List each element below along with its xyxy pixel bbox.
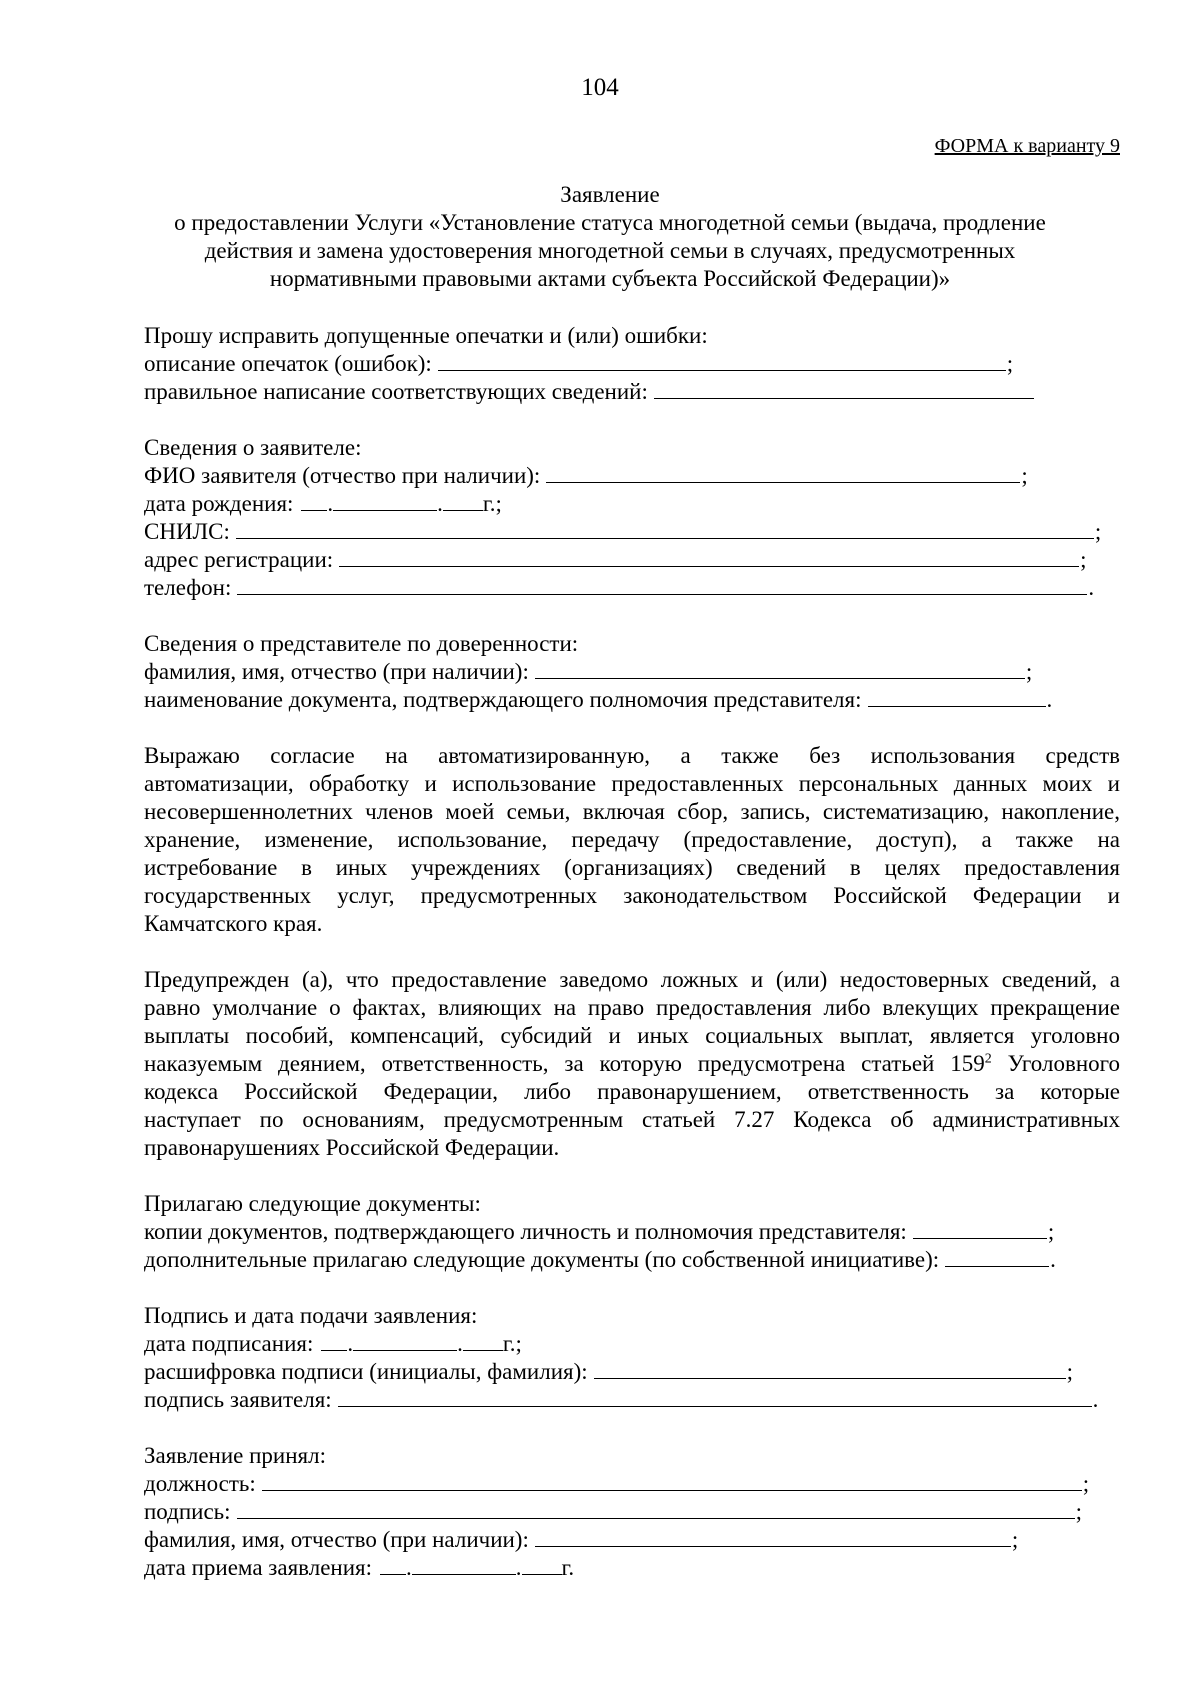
birth-year-field[interactable] [443, 490, 483, 511]
signing-date-label: дата подписания: [144, 1331, 314, 1356]
form-body [144, 322, 1120, 1582]
reception-date-label: дата приема заявления: [144, 1555, 372, 1580]
title-line-3: действия и замена удостоверения многодетной семьи в случаях, предусмотренных [204, 238, 1016, 263]
official-sign-field[interactable] [237, 1498, 1075, 1519]
position-row: должность: ; [144, 1471, 1090, 1496]
signature-decode-field[interactable] [594, 1358, 1066, 1379]
representative-doc-field[interactable] [868, 686, 1046, 707]
extra-docs-field[interactable] [945, 1246, 1049, 1267]
signing-date-row: дата подписания: . . г.; [144, 1331, 522, 1356]
extra-docs-label: дополнительные прилагаю следующие документы (по собственной инициативе): [144, 1247, 940, 1272]
applicant-fio-label: ФИО заявителя (отчество при наличии): [144, 463, 541, 488]
applicant-fio-field[interactable] [546, 462, 1020, 483]
signature-decode-row: расшифровка подписи (инициалы, фамилия): ; [144, 1359, 1074, 1384]
signing-month-field[interactable] [353, 1330, 457, 1351]
address-field[interactable] [339, 546, 1079, 567]
applicant-address-row: адрес регистрации: ; [144, 547, 1087, 572]
applicant-sign-field[interactable] [338, 1386, 1092, 1407]
representative-heading: Сведения о представителе по доверенности: [144, 631, 579, 656]
applicant-fio-row: ФИО заявителя (отчество при наличии): ; [144, 463, 1028, 488]
phone-field[interactable] [237, 574, 1087, 595]
correct-field[interactable] [654, 378, 1034, 399]
copies-field[interactable] [913, 1218, 1047, 1239]
document-title [140, 181, 1080, 293]
consent-paragraph: Выражаю согласие на автоматизированную, а также без использования средств автоматизации, обработку и использование предоставленных персональных данных моих и несовершеннолетних членов моей семьи, включая сбор, запись, систематизацию, накопление, хранение, изменение, использование, передачу (предоставление, доступ), а также на истребование в иных учреждениях (организациях) сведений в целях предоставления государственных услуг, предусмотренных законодательством Российской Федерации и Камчатского края. [144, 743, 1120, 936]
applicant-heading: Сведения о заявителе: [144, 435, 362, 460]
correct-label: правильное написание соответствующих сведений: [144, 379, 648, 404]
attachments-heading: Прилагаю следующие документы: [144, 1191, 481, 1216]
official-fio-field[interactable] [535, 1526, 1011, 1547]
title-line-1: Заявление [560, 182, 660, 207]
applicant-snils-label: СНИЛС: [144, 519, 230, 544]
page-number: 104 [581, 74, 619, 101]
applicant-birth-label: дата рождения: [144, 491, 294, 516]
representative-fio-field[interactable] [535, 658, 1025, 679]
representative-doc-row: наименование документа, подтверждающего полномочия представителя: . [144, 687, 1053, 712]
representative-doc-label: наименование документа, подтверждающего полномочия представителя: [144, 687, 862, 712]
applicant-sign-label: подпись заявителя: [144, 1387, 332, 1412]
errors-row: описание опечаток (ошибок): ; [144, 351, 1014, 376]
form-reference: ФОРМА к варианту 9 [934, 135, 1120, 157]
position-label: должность: [144, 1471, 256, 1496]
accepted-heading: Заявление принял: [144, 1443, 327, 1468]
applicant-phone-row: телефон: . [144, 575, 1095, 600]
birth-day-field[interactable] [301, 490, 327, 511]
signature-decode-label: расшифровка подписи (инициалы, фамилия): [144, 1359, 588, 1384]
birth-month-field[interactable] [333, 490, 437, 511]
official-fio-label: фамилия, имя, отчество (при наличии): [144, 1527, 529, 1552]
applicant-birth-row: дата рождения: . . г.; [144, 491, 502, 516]
errors-field[interactable] [438, 350, 1006, 371]
reception-month-field[interactable] [412, 1554, 516, 1575]
official-sign-label: подпись: [144, 1499, 231, 1524]
copies-label: копии документов, подтверждающего личность и полномочия представителя: [144, 1219, 907, 1244]
signing-year-field[interactable] [463, 1330, 503, 1351]
reception-year-field[interactable] [522, 1554, 562, 1575]
reception-date-row: дата приема заявления: . . г. [144, 1555, 575, 1580]
applicant-sign-row: подпись заявителя: . [144, 1387, 1099, 1412]
copies-row: копии документов, подтверждающего личность и полномочия представителя: ; [144, 1219, 1055, 1244]
snils-field[interactable] [236, 518, 1094, 539]
title-line-2: о предоставлении Услуги «Установление статуса многодетной семьи (выдача, продление [174, 210, 1046, 235]
extra-docs-row: дополнительные прилагаю следующие документы (по собственной инициативе): . [144, 1247, 1056, 1272]
signing-day-field[interactable] [321, 1330, 347, 1351]
representative-fio-row: фамилия, имя, отчество (при наличии): ; [144, 659, 1033, 684]
representative-fio-label: фамилия, имя, отчество (при наличии): [144, 659, 529, 684]
warning-line-4: наказуемым деянием, ответственность, за которую предусмотрена статьей $159^2$ Уголовного [144, 1051, 1120, 1076]
applicant-address-label: адрес регистрации: [144, 547, 334, 572]
signature-heading: Подпись и дата подачи заявления: [144, 1303, 478, 1328]
applicant-phone-label: телефон: [144, 575, 232, 600]
title-line-4: нормативными правовыми актами субъекта Российской Федерации)» [269, 266, 951, 291]
reception-day-field[interactable] [380, 1554, 406, 1575]
errors-label: описание опечаток (ошибок): [144, 351, 432, 376]
correct-row [144, 378, 1120, 406]
position-field[interactable] [262, 1470, 1082, 1491]
warning-paragraph: Предупрежден (а), что предоставление заведомо ложных и (или) недостоверных сведений, а равно умолчание о фактах, влияющих на право предоставления либо влекущих прекращение выплаты пособий, компенсаций, субсидий и иных социальных выплат, является уголовно наказуемым деянием, ответственность, за которую предусмотрена статьей $159^2$ Уголовного кодекса Российской Федерации, либо правонарушением, ответственность за которые наступает по основаниям, предусмотренным статьей 7.27 Кодекса об административных правонарушениях Российской Федерации. [144, 967, 1120, 1160]
applicant-snils-row: СНИЛС: ; [144, 519, 1102, 544]
official-fio-row: фамилия, имя, отчество (при наличии): ; [144, 1527, 1019, 1552]
corrections-heading: Прошу исправить допущенные опечатки и (или) ошибки: [144, 323, 708, 348]
official-sign-row: подпись: ; [144, 1499, 1082, 1524]
